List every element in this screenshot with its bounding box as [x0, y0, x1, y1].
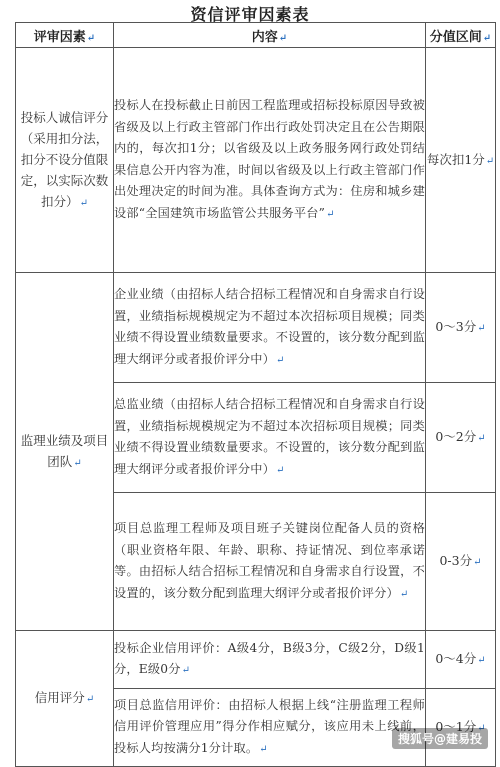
content-cell: 总监业绩（由招标人结合招标工程情况和自身需求自行设置，业绩指标规模规定为不超过本次招标项目规模；同类业绩不得设置业绩数量要求。不设置的，该分数分配到监理大纲评分或者报价评分中）↵: [114, 383, 426, 493]
score-cell: 0～1分↵: [426, 689, 496, 767]
score-cell: 0-3分↵: [426, 493, 496, 631]
factor-cell: 监理业绩及项目团队↵: [16, 273, 114, 631]
header-row: [16, 23, 496, 48]
content-cell: 投标人在投标截止日前因工程监理或招标投标原因导致被省级及以上行政主管部门作出行政处罚决定且在公告期限内的，每次扣1分；以省级及以上政务服务网行政处罚结果信息公开内容为准，时间以省级及以上行政主管部门作出处理决定的时间为准。具体查询方式为：住房和城乡建设部“全国建筑市场监管公共服务平台”↵: [114, 48, 426, 273]
content-cell: 企业业绩（由招标人结合招标工程情况和自身需求自行设置，业绩指标规模规定为不超过本次招标项目规模；同类业绩不得设置业绩数量要求。不设置的，该分数分配到监理大纲评分或者报价评分中）↵: [114, 273, 426, 383]
review-factors-table: [15, 22, 496, 767]
table-title: 资信评审因素表: [190, 5, 310, 24]
header-content: 内容↵: [114, 23, 426, 48]
watermark: 搜狐号@建易投: [392, 728, 488, 749]
score-cell: 0～3分↵: [426, 273, 496, 383]
header-factor: 评审因素↵: [16, 23, 114, 48]
score-cell: 0～4分↵: [426, 631, 496, 689]
score-cell: 每次扣1分↵: [426, 48, 496, 273]
header-score: 分值区间↵: [426, 23, 496, 48]
table-row: [16, 273, 496, 383]
factor-cell: 投标人诚信评分（采用扣分法，扣分不设分值限定，以实际次数扣分）↵: [16, 48, 114, 273]
table-row: [16, 48, 496, 273]
table-row: [16, 631, 496, 689]
content-cell: 项目总监理工程师及项目班子关键岗位配备人员的资格（职业资格年限、年龄、职称、持证情况、到位率承诺等。由招标人结合招标工程情况和自身需求自行设置，不设置的，该分数分配到监理大纲评分或者报价评分）↵: [114, 493, 426, 631]
score-cell: 0～2分↵: [426, 383, 496, 493]
content-cell: 项目总监信用评价：由招标人根据上线“注册监理工程师信用评价管理应用”得分作相应赋分，该应用未上线前，投标人均按满分1分计取。↵: [114, 689, 426, 767]
factor-cell: 信用评分↵: [16, 631, 114, 767]
content-cell: 投标企业信用评价：A级4分，B级3分，C级2分，D级1分，E级0分↵: [114, 631, 426, 689]
